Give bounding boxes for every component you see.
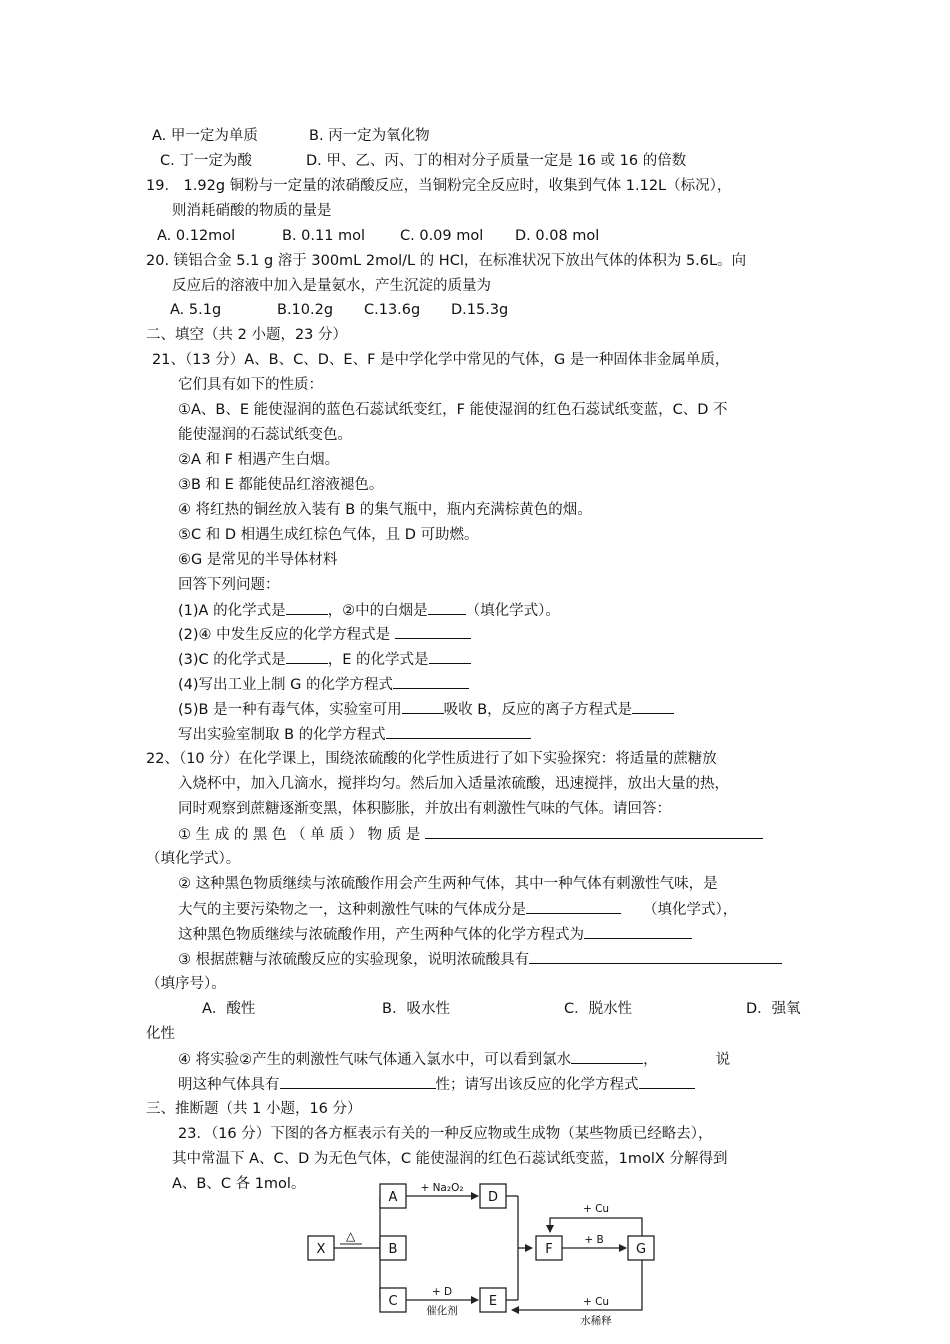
q19-stem-line2: 则消耗硝酸的物质的量是 (172, 203, 332, 219)
q21-stem-line2: 它们具有如下的性质： (178, 377, 323, 393)
q22-blank-5[interactable] (571, 1049, 643, 1064)
q22-subq-1: ① 生 成 的 黑 色 （ 单 质 ） 物 质 是 (178, 824, 763, 844)
box-b-label: B (388, 1242, 398, 1257)
q22-blank-1[interactable] (425, 824, 763, 839)
q21-ask: 回答下列问题： (178, 577, 280, 593)
q22-subq-3: ③ 根据蔗糖与浓硫酸反应的实验现象，说明浓硫酸具有 (178, 949, 782, 969)
label-f-to-g: + B (584, 1234, 604, 1246)
label-loop-top: + Cu (582, 1203, 610, 1215)
box-x-label: X (316, 1242, 326, 1257)
label-heat: △ (346, 1229, 356, 1243)
q21-blank-3[interactable] (395, 624, 471, 639)
q21-property-3: ③B 和 E 都能使品红溶液褪色。 (178, 477, 384, 493)
q21-property-4: ④ 将红热的铜丝放入装有 B 的集气瓶中，瓶内充满棕黄色的烟。 (178, 502, 592, 518)
label-a-to-d: + Na₂O₂ (420, 1182, 464, 1194)
q21-property-1a: ①A、B、E 能使湿润的蓝色石蕊试纸变红，F 能使湿润的红色石蕊试纸变蓝，C、D 不 (178, 402, 728, 418)
q21-blank-9[interactable] (386, 724, 531, 739)
arrow-g-to-e (512, 1260, 642, 1310)
q20-option-b: B.10.2g (277, 302, 334, 318)
q22-subq-4b: 明这种气体具有 性；请写出该反应的化学方程式 (178, 1074, 695, 1094)
q22-subq-2c: 这种黑色物质继续与浓硫酸作用，产生两种气体的化学方程式为 (178, 924, 692, 944)
q22-subq-4a: ④ 将实验②产生的刺激性气味气体通入氯水中，可以看到氯水 ， 说 (178, 1049, 730, 1069)
reaction-flow-diagram (300, 1178, 670, 1338)
q22-subq-1-cont: （填化学式）。 (146, 851, 241, 867)
section3-heading: 三、推断题（共 1 小题，16 分） (146, 1101, 362, 1117)
q21-property-5: ⑤C 和 D 相遇生成红棕色气体，且 D 可助燃。 (178, 527, 479, 543)
q21-stem-line1: 21、（13 分）A、B、C、D、E、F 是中学化学中常见的气体，G 是一种固体非金属单质， (152, 352, 730, 368)
q18-options-row1 (152, 126, 430, 146)
q19-option-c: C. 0.09 mol (400, 228, 484, 244)
q22-blank-2[interactable] (526, 899, 621, 914)
q20-stem-line1: 20. 镁铝合金 5.1 g 溶于 300mL 2mol/L 的 HCl，在标准状况下放出气体的体积为 5.6L。向 (146, 253, 747, 269)
q19-option-b: B. 0.11 mol (282, 228, 366, 244)
q22-subq-2b: 大气的主要污染物之一，这种刺激性气味的气体成分是 （填化学式）， (178, 899, 737, 919)
q22-stem-line3: 同时观察到蔗糖逐渐变黑，体积膨胀，并放出有刺激性气味的气体。请回答： (178, 801, 671, 817)
q18-options-row2 (160, 151, 686, 171)
q21-subq-1: (1)A 的化学式是 ，②中的白烟是 （填化学式）。 (178, 600, 560, 620)
q22-blank-3[interactable] (584, 924, 692, 939)
q22-blank-6[interactable] (280, 1074, 436, 1089)
q21-blank-1[interactable] (286, 600, 328, 615)
q20-option-a: A. 5.1g (170, 302, 222, 318)
q22-option-b: B．吸水性 (382, 1001, 450, 1017)
q23-stem-line2: 其中常温下 A、C、D 为无色气体，C 能使湿润的红色石蕊试纸变蓝，1molX 分解得到 (172, 1151, 728, 1167)
label-g-to-e-top: + Cu (582, 1296, 610, 1308)
q19-stem-line1: 19． 1.92g 铜粉与一定量的浓硝酸反应，当铜粉完全反应时，收集到气体 1.12L（标况）， (146, 178, 732, 194)
q22-option-d-cont: 化性 (146, 1026, 175, 1042)
q21-blank-5[interactable] (429, 649, 471, 664)
q21-blank-7[interactable] (402, 699, 444, 714)
q22-subq-2a: ② 这种黑色物质继续与浓硫酸作用会产生两种气体，其中一种气体有刺激性气味，是 (178, 876, 718, 892)
box-d-label: D (487, 1190, 499, 1205)
q22-blank-4[interactable] (529, 949, 782, 964)
q19-option-a: A. 0.12mol (157, 228, 236, 244)
box-f-label: F (545, 1242, 553, 1257)
q22-stem-line2: 入烧杯中，加入几滴水，搅拌均匀。然后加入适量浓硫酸，迅速搅拌，放出大量的热， (178, 776, 729, 792)
q20-options (170, 300, 508, 320)
q21-blank-8[interactable] (632, 699, 674, 714)
box-e-label: E (488, 1294, 498, 1309)
q18-option-a: A. 甲一定为单质 (152, 128, 258, 144)
q22-blank-7[interactable] (639, 1074, 695, 1089)
q21-property-1b: 能使湿润的石蕊试纸变色。 (178, 427, 352, 443)
q21-subq-5-cont: 写出实验室制取 B 的化学方程式 (178, 724, 531, 744)
q18-option-c: C. 丁一定为酸 (160, 153, 252, 169)
q22-option-d: D．强氧 (746, 1001, 801, 1017)
q21-blank-4[interactable] (286, 649, 328, 664)
q22-options (202, 999, 801, 1019)
box-a-label: A (388, 1190, 398, 1205)
q23-stem-line3: A、B、C 各 1mol。 (172, 1176, 306, 1192)
q21-property-2: ②A 和 F 相遇产生白烟。 (178, 452, 340, 468)
q21-subq-4: (4)写出工业上制 G 的化学方程式 (178, 674, 469, 694)
q18-option-b: B. 丙一定为氧化物 (309, 128, 430, 144)
q21-property-6: ⑥G 是常见的半导体材料 (178, 552, 338, 568)
q22-subq-3-cont: （填序号）。 (146, 976, 226, 992)
q18-option-d: D. 甲、乙、丙、丁的相对分子质量一定是 16 或 16 的倍数 (306, 153, 687, 169)
box-c-label: C (388, 1294, 398, 1309)
q20-option-c: C.13.6g (364, 302, 421, 318)
section2-heading: 二、填空（共 2 小题，23 分） (146, 327, 348, 343)
q20-stem-line2: 反应后的溶液中加入是量氨水，产生沉淀的质量为 (172, 278, 491, 294)
q21-blank-6[interactable] (393, 674, 469, 689)
q22-option-c: C．脱水性 (564, 1001, 633, 1017)
q23-stem-line1: 23．（16 分）下图的各方框表示有关的一种反应物或生成物（某些物质已经略去）， (178, 1126, 713, 1142)
q21-subq-5: (5)B 是一种有毒气体，实验室可用 吸收 B，反应的离子方程式是 (178, 699, 674, 719)
box-g-label: G (635, 1242, 647, 1257)
q20-option-d: D.15.3g (451, 302, 509, 318)
q21-subq-2: (2)④ 中发生反应的化学方程式是 (178, 624, 471, 644)
q21-subq-3: (3)C 的化学式是 ，E 的化学式是 (178, 649, 471, 669)
label-c-to-e-bottom: 催化剂 (426, 1305, 458, 1317)
label-c-to-e-top: + D (431, 1286, 453, 1298)
q22-stem-line1: 22、（10 分）在化学课上，围绕浓硫酸的化学性质进行了如下实验探究：将适量的蔗糖放 (146, 751, 717, 767)
q22-option-a: A．酸性 (202, 1001, 256, 1017)
q21-blank-2[interactable] (428, 600, 466, 615)
q19-options (157, 226, 599, 246)
q19-option-d: D. 0.08 mol (515, 228, 600, 244)
label-g-to-e-bottom: 水稀释 (580, 1315, 612, 1327)
